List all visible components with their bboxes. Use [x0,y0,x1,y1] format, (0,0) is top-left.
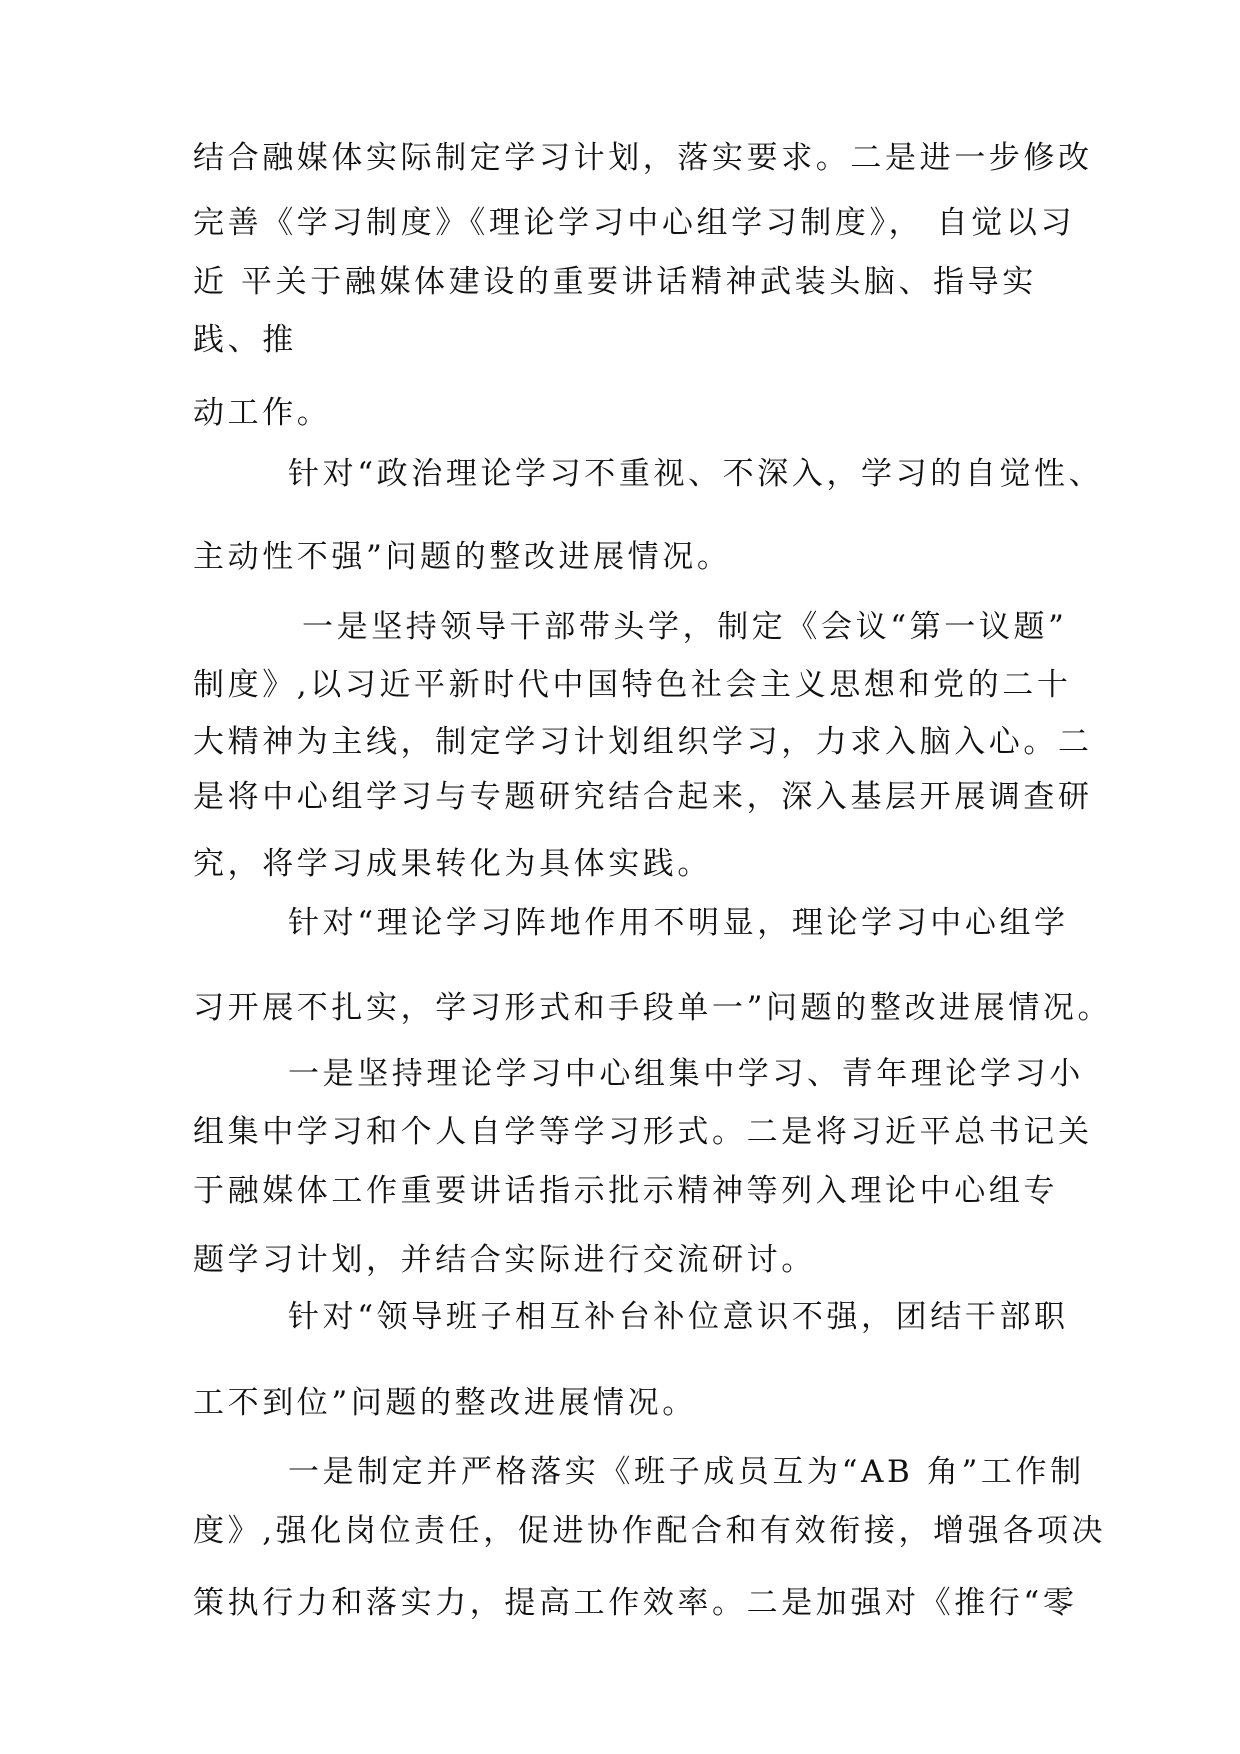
text-line: 践、推 [193,322,297,358]
text-line: 完善《学习制度》《理论学习中心组学习制度》， 自觉以习 [193,205,1076,241]
text-line: 工不到位”问题的整改进展情况。 [193,1385,697,1421]
text-line: 针对“领导班子相互补台补位意识不强，团结干部职 [288,1299,1069,1335]
text-line: 一是坚持理论学习中心组集中学习、青年理论学习小 [288,1056,1084,1092]
text-line: 一是制定并严格落实《班子成员互为“AB 角”工作制 [288,1454,1085,1490]
text-line: 大精神为主线，制定学习计划组织学习，力求入脑入心。二 [193,724,1093,760]
text-line: 度》,强化岗位责任，促进协作配合和有效衔接，增强各项决 [193,1513,1107,1549]
text-line: 习开展不扎实，学习形式和手段单一”问题的整改进展情况。 [193,990,1113,1026]
text-line: 组集中学习和个人自学等学习形式。二是将习近平总书记关 [193,1114,1093,1150]
text-line: 是将中心组学习与专题研究结合起来，深入基层开展调查研 [193,779,1093,815]
text-line: 策执行力和落实力，提高工作效率。二是加强对《推行“零 [193,1585,1078,1621]
text-line: 究，将学习成果转化为具体实践。 [193,846,712,882]
text-line: 主动性不强”问题的整改进展情况。 [193,539,732,575]
text-line: 于融媒体工作重要讲话指示批示精神等列入理论中心组专 [193,1173,1058,1209]
text-line: 结合融媒体实际制定学习计划，落实要求。二是进一步修改 [193,140,1093,176]
text-line: 动工作。 [193,395,332,431]
text-line: 题学习计划，并结合实际进行交流研讨。 [193,1242,816,1278]
text-line: 制度》,以习近平新时代中国特色社会主义思想和党的二十 [193,667,1072,703]
text-line: 近 平关于融媒体建设的重要讲话精神武装头脑、指导实 [193,264,1037,300]
text-line: 针对“政治理论学习不重视、不深入，学习的自觉性、 [288,456,1104,492]
text-line: 针对“理论学习阵地作用不明显，理论学习中心组学 [288,905,1069,941]
text-line: 一是坚持领导干部带头学，制定《会议“第一议题” [302,609,1068,645]
